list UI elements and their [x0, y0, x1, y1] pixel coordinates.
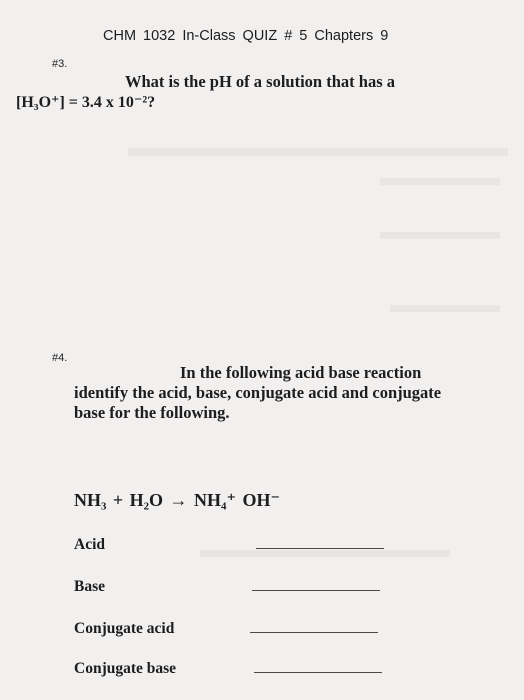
question-4-text-line3: base for the following. — [74, 403, 230, 422]
question-3-number: #3. — [52, 58, 68, 70]
quiz-header: CHM 1032 In-Class QUIZ # 5 Chapters 9 — [103, 28, 389, 44]
question-3-text-line1: What is the pH of a solution that has a — [125, 72, 396, 91]
question-4-text-line1: In the following acid base reaction — [180, 363, 422, 382]
reaction-equation: NH₃ + H₂O → NH₄⁺ OH⁻ — [74, 490, 280, 510]
answer-blank-base[interactable] — [252, 590, 380, 591]
answer-blank-conjugate-acid[interactable] — [250, 632, 378, 633]
question-4-number: #4. — [52, 352, 68, 364]
answer-blank-acid[interactable] — [256, 548, 384, 549]
question-4-text-line2: identify the acid, base, conjugate acid and conjugate — [74, 383, 442, 402]
answer-blank-conjugate-base[interactable] — [254, 672, 382, 673]
answer-label-base: Base — [74, 578, 105, 595]
answer-label-conjugate-base: Conjugate base — [74, 660, 177, 677]
answer-label-conjugate-acid: Conjugate acid — [74, 620, 175, 637]
question-3-text-line2: [H₃O⁺] = 3.4 x 10⁻²? — [16, 94, 156, 111]
answer-label-acid: Acid — [74, 536, 105, 553]
